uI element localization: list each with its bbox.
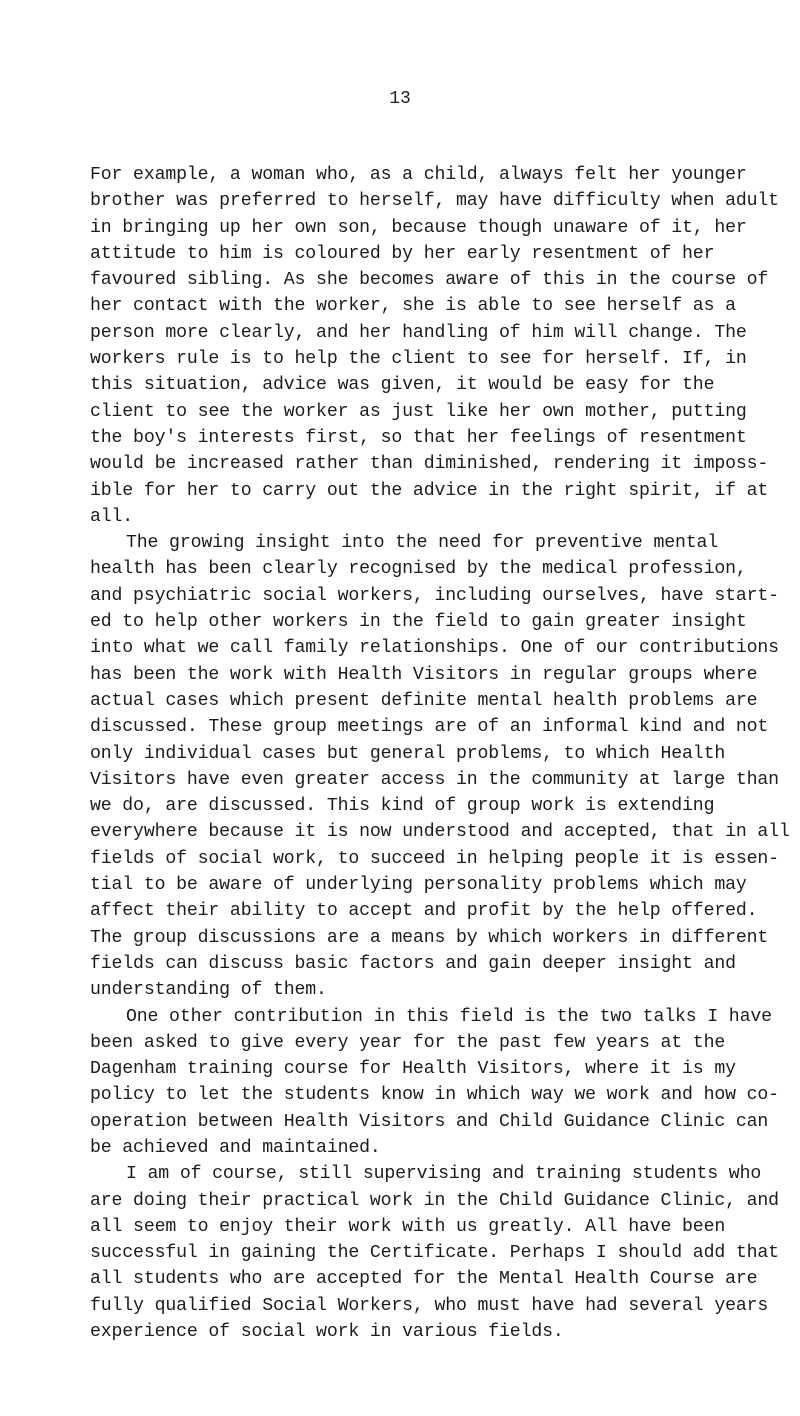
text-line: discussed. These group meetings are of an informal kind and not xyxy=(90,717,769,738)
text-line: favoured sibling. As she becomes aware of this in the course of xyxy=(90,270,769,291)
text-line: affect their ability to accept and profit by the help offered. xyxy=(90,901,758,922)
text-line: been asked to give every year for the past few years at the xyxy=(90,1032,726,1053)
text-line: brother was preferred to herself, may have difficulty when adult xyxy=(90,191,779,212)
text-line: ible for her to carry out the advice in the right spirit, if at xyxy=(90,480,769,501)
text-line: everywhere because it is now understood and accepted, that in all xyxy=(90,822,790,843)
body-text xyxy=(90,162,790,1345)
paragraph xyxy=(90,1161,779,1345)
text-line: ed to help other workers in the field to gain greater insight xyxy=(90,612,747,633)
text-line: all seem to enjoy their work with us greatly. All have been xyxy=(90,1216,726,1237)
text-line: workers rule is to help the client to see for herself. If, in xyxy=(90,349,747,370)
text-line: are doing their practical work in the Child Guidance Clinic, and xyxy=(90,1190,779,1211)
text-line: her contact with the worker, she is able to see herself as a xyxy=(90,296,736,317)
text-line: experience of social work in various fields. xyxy=(90,1322,564,1343)
text-line: all students who are accepted for the Mental Health Course are xyxy=(90,1269,758,1290)
text-line: into what we call family relationships. One of our contributions xyxy=(90,638,779,659)
paragraph xyxy=(90,162,779,530)
text-line: health has been clearly recognised by the medical profession, xyxy=(90,559,747,580)
text-line: For example, a woman who, as a child, always felt her younger xyxy=(90,165,747,185)
text-line: only individual cases but general problems, to which Health xyxy=(90,743,726,764)
text-line: successful in gaining the Certificate. Perhaps I should add that xyxy=(90,1243,779,1264)
page-number: 13 xyxy=(389,89,411,109)
text-line: tial to be aware of underlying personality problems which may xyxy=(90,875,747,896)
text-line: One other contribution in this field is the two talks I have xyxy=(126,1006,772,1027)
text-line: I am of course, still supervising and training students who xyxy=(126,1164,762,1185)
text-line: would be increased rather than diminished, rendering it imposs- xyxy=(90,454,769,475)
text-line: in bringing up her own son, because though unaware of it, her xyxy=(90,217,747,238)
text-line: fields of social work, to succeed in helping people it is essen- xyxy=(90,848,779,869)
text-line: has been the work with Health Visitors in regular groups where xyxy=(90,664,758,685)
text-line: and psychiatric social workers, including ourselves, have start- xyxy=(90,585,779,606)
text-line: operation between Health Visitors and Child Guidance Clinic can xyxy=(90,1111,769,1132)
text-line: The group discussions are a means by which workers in different xyxy=(90,927,769,948)
paragraph xyxy=(90,1004,779,1162)
text-line: Visitors have even greater access in the community at large than xyxy=(90,769,779,790)
text-line: client to see the worker as just like her own mother, putting xyxy=(90,401,747,422)
text-line: the boy's interests first, so that her feelings of resentment xyxy=(90,427,747,448)
text-line: be achieved and maintained. xyxy=(90,1137,381,1158)
paragraph xyxy=(90,530,790,1003)
text-line: person more clearly, and her handling of him will change. The xyxy=(90,322,747,343)
text-line: policy to let the students know in which way we work and how co- xyxy=(90,1085,779,1106)
text-line: all. xyxy=(90,506,134,527)
text-line: fully qualified Social Workers, who must have had several years xyxy=(90,1295,769,1316)
text-line: Dagenham training course for Health Visitors, where it is my xyxy=(90,1059,736,1080)
text-line: The growing insight into the need for preventive mental xyxy=(126,533,719,554)
text-line: actual cases which present definite mental health problems are xyxy=(90,690,758,711)
text-line: we do, are discussed. This kind of group work is extending xyxy=(90,796,715,817)
text-line: attitude to him is coloured by her early resentment of her xyxy=(90,243,715,264)
text-line: fields can discuss basic factors and gain deeper insight and xyxy=(90,953,736,974)
text-line: this situation, advice was given, it would be easy for the xyxy=(90,375,715,396)
text-line: understanding of them. xyxy=(90,980,327,1001)
